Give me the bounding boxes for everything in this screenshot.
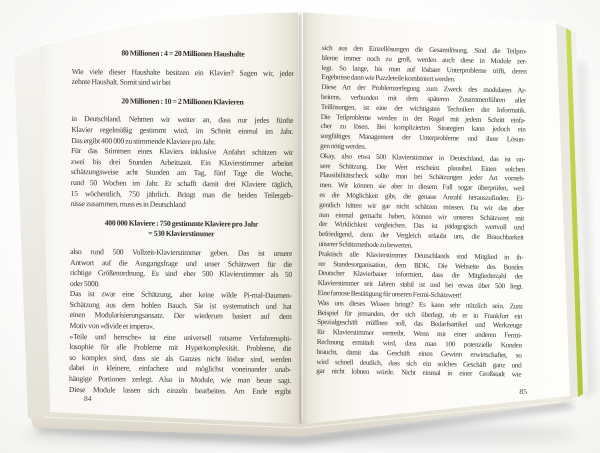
text-line: gentlich hätten wir gar nicht schätzen müssen. Da wir das aber [319, 200, 525, 213]
text-line: gar nicht lohnen würde. Nicht einmal in einer Großstadt wie [316, 367, 522, 379]
text-line: sere Schätzung. Der Wert erscheint plausibel. Einen solchen [319, 161, 525, 174]
text-line: hängige Portionen zerlegt. Also in Module, wie man heute sagt. [69, 374, 292, 385]
text-line: bleme immer noch zu groß, werden auch diese in Module zer- [321, 53, 527, 66]
text-line: Diese Module lassen sich einzeln bearbeiten. Am Ende ergibt [68, 384, 291, 396]
text-line: Das ergibt 400 000 zu stimmende Klaviere pro Jahr. [71, 135, 216, 146]
text-line: Deutscher Klavierbauer informiert, dass die Mitgliederzahl der [317, 269, 524, 281]
text-line: Das ist zwar eine Schätzung, aber keine wilde Pi-mal-Daumen- [69, 289, 292, 301]
text-line: Diese Art der Problemzerlegung zum Zweck des modularen Ar- [321, 83, 527, 95]
text-line: Was uns dieses Wissen bringt? Es kann sehr nützlich sein. Zum [317, 298, 523, 311]
text-line: nun einmal gemacht haben, können wir unseren Schätzwert mit [318, 210, 525, 223]
page-number-right: 85 [519, 387, 527, 396]
text-line: Beispiel für jemanden, der sich überlegt, ob er in Frankfurt ein [317, 308, 523, 321]
text-line: men. Wir können sie aber in diesem Fall sogar überprüfen, weil [319, 181, 525, 193]
equation-line: 400 000 Klaviere : 750 gestimmte Klaviere pro Jahr [104, 218, 259, 229]
text-line: schätzungsweise acht Stunden am Tag, fünf Tage die Woche, [70, 167, 293, 179]
equation-block [70, 218, 292, 241]
text-line: Für das Stimmen eines Klaviers inklusive Anfahrt schätzen wir [70, 146, 294, 158]
equation-line: = 530 Klavierstimmer [148, 228, 215, 239]
text-line: legt. So lange, bis man auf lösbare Unterprobleme trifft, deren [321, 63, 527, 76]
text-line: es die Möglichkeit gibt, die genaue Anzahl herauszufinden. Ei- [319, 190, 525, 203]
text-line: losophie für alle Probleme mit Hyperkomplexität. Probleme, die [69, 342, 292, 354]
paragraph-block [316, 299, 522, 381]
text-line: für Klavierstimmer vertreibt. Wenn mit einer anderen Fermi- [316, 328, 523, 340]
text-line: so komplex sind, dass sie als Ganzes nicht lösbar sind, werden [69, 352, 292, 364]
text-line: Antwort auf die Ausgangsfrage und unser Schätzwert für die [70, 257, 293, 269]
page-number-left: 84 [84, 394, 92, 403]
text-line: oder 5000. [69, 278, 100, 288]
text-line: Teillösungen, ist eine der wichtigsten Techniken der Informatik. [320, 102, 526, 115]
equation-line: 20 Millionen : 10 = 2 Millionen Klavieren [121, 96, 244, 107]
text-line: braucht, damit das Geschäft einen Gewinn erwirtschaftet, so [316, 347, 522, 360]
text-line: zwei bis drei Stunden Arbeitszeit. Ein Klavierstimmer arbeitet [70, 156, 293, 168]
equation-line: 80 Millionen : 4 = 20 Millionen Haushalte [121, 48, 245, 59]
text-line: »Teile und herrsche« ist eine universell ratsame Verfahrensphi- [69, 331, 292, 343]
right-page-text [316, 44, 527, 381]
paragraph-block [320, 83, 526, 155]
text-line: befriedigend, denn der Vergleich erlaubt uns, die Brauchbarkeit [318, 230, 524, 242]
text-line: sich aus den Einzellösungen die Gesamtlösung. Sind die Teilpro- [321, 44, 527, 56]
equation-block [72, 48, 294, 61]
text-line: Die Teilprobleme werden in der Regel mit jedem Schritt einfa- [320, 112, 526, 125]
paragraph-block [69, 289, 291, 333]
text-line: Ergebnisse dann wie Puzzleteile kombiniert werden. [321, 73, 456, 84]
paragraph-block [321, 44, 527, 87]
text-line: Praktisch alle Klavierstimmer Deutschlands sind Mitglied in ih- [318, 249, 524, 262]
paragraph-block [72, 67, 294, 90]
text-line: richtige Größenordnung. Es sind eher 500 Klavierstimmer als 50 [69, 268, 293, 280]
text-line: Spezialgeschäft eröffnen soll, das Bedarfsartikel und Werkzeuge [317, 318, 523, 330]
text-line: einen Modularisierungsansatz. Der wiederum basiert auf dem [69, 310, 292, 322]
text-line: Wie viele dieser Haushalte besitzen ein Klavier? Sagen wir, jeder [71, 66, 294, 78]
paragraph-block [318, 250, 524, 303]
text-line: Schätzung aus dem hohlen Bauch. Sie ist systematisch und hat [69, 299, 292, 311]
paragraph-block [69, 332, 292, 397]
text-line: wird schnell deutlich, dass sich ein solches Geschäft ganz und [316, 357, 522, 370]
text-line: Rechnung ermittelt wird, dass man 100 potenzielle Kunden [316, 337, 522, 350]
text-line: der Wirklichkeit vergleichen. Das ist pädagogisch wertvoll und [318, 220, 524, 232]
text-line: Okay, also etwa 500 Klavierstimmer in Deutschland, das ist un- [319, 151, 526, 164]
left-page-text [69, 40, 294, 397]
paragraph-block [70, 247, 292, 291]
text-line: Klavier regelmäßig gestimmt wird, im Schnitt einmal im Jahr. [71, 124, 294, 136]
text-line: beitens, verbunden mit dem späteren Zusammenführen aller [321, 92, 527, 105]
text-line: dabei in kleinere, einfachere und möglichst voneinander unab- [69, 363, 292, 375]
text-line: also rund 500 Vollzeit-Klavierstimmer geben. Das ist unsere [70, 246, 293, 258]
paragraph-block [318, 152, 525, 254]
text-line: Motiv von »divide et impera«. [69, 321, 155, 331]
text-line: zehnte Haushalt. Somit sind wir bei [71, 77, 171, 88]
text-line: rer Standesorganisation, dem BDK. Die Webseite des Bundes [318, 259, 524, 272]
text-line: Klavierstimmer seit Jahren stabil ist und bei etwas über 500 liegt. [317, 279, 523, 291]
text-line: sorgfältiges Management der Unterprobleme und ihrer Lösun- [320, 132, 526, 144]
text-line: 15 wöchentlich, 750 jährlich. Bringt man die beiden Teilergeb- [70, 188, 293, 200]
text-line: in Deutschland. Nehmen wir weiter an, dass nur jedes fünfte [71, 114, 294, 126]
text-line: gen nötig werden. [320, 141, 367, 151]
text-line: Eine famose Bestätigung für unseren Fermi-Schätzwert! [317, 288, 462, 300]
paragraph-block [71, 114, 293, 148]
paragraph-block [71, 146, 294, 211]
text-line: rund 50 Wochen im Jahr. Er schafft damit drei Klaviere täglich, [70, 177, 293, 189]
text-line: nisse zusammen, muss es in Deutschland [70, 199, 186, 210]
text-line: cher zu lösen. Bei komplizierten Strategien kann jedoch ein [320, 122, 526, 134]
equation-block [71, 96, 293, 109]
text-line: Plausibilitätscheck sollte man bei Schätzungen jeder Art vorneh- [319, 171, 525, 183]
text-line: unserer Schätzmethode zu bewerten. [318, 239, 413, 250]
